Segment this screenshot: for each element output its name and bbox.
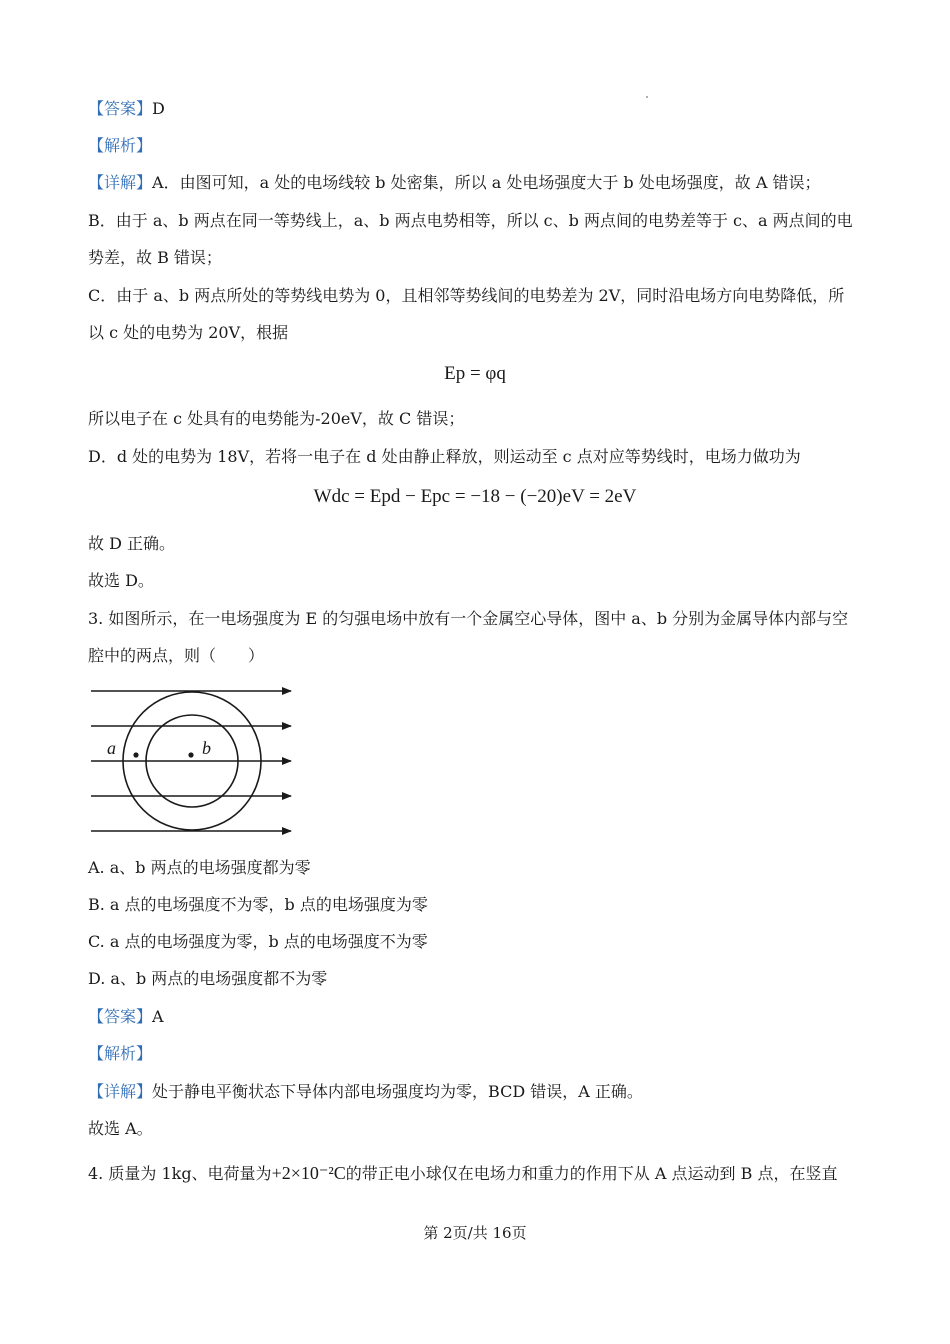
q3-stem-line2: 腔中的两点，则（ ） bbox=[88, 646, 265, 665]
q3-conclusion: 故选 A。 bbox=[88, 1119, 153, 1138]
detail-tag: 【详解】 bbox=[88, 1082, 153, 1101]
q4-stem bbox=[88, 1162, 837, 1185]
formula-potential-energy: Ep = φq bbox=[444, 363, 506, 384]
answer-value: D bbox=[152, 99, 165, 118]
point-b bbox=[188, 752, 193, 757]
label-b: b bbox=[202, 738, 211, 758]
q3-option-d: D. a、b 两点的电场强度都不为零 bbox=[88, 969, 328, 988]
formula-work: Wdc = Epd − Epc = −18 − (−20)eV = 2eV bbox=[313, 486, 637, 507]
q2-detail-d2: 故 D 正确。 bbox=[88, 534, 176, 553]
q4-stem-part1: 4. 质量为 1kg、电荷量为 bbox=[88, 1164, 272, 1183]
answer-tag: 【答案】 bbox=[88, 1007, 153, 1026]
answer-tag: 【答案】 bbox=[88, 99, 153, 118]
field-diagram bbox=[88, 680, 298, 840]
q3-answer-line bbox=[88, 1006, 164, 1028]
q3-option-a: A. a、b 两点的电场强度都为零 bbox=[88, 858, 311, 877]
point-a bbox=[133, 752, 138, 757]
q2-detail-c3: 所以电子在 c 处具有的电势能为-20eV，故 C 错误； bbox=[88, 409, 465, 428]
q2-conclusion: 故选 D。 bbox=[88, 571, 154, 590]
q3-stem-line1: 3. 如图所示，在一电场强度为 E 的匀强电场中放有一个金属空心导体，图中 a、b 分别为金属导体内部与空 bbox=[88, 609, 849, 628]
q2-detail-c1: C．由于 a、b 两点所处的等势线电势为 0，且相邻等势线间的电势差为 2V，同时沿电场方向电势降低，所 bbox=[88, 286, 845, 305]
q3-analysis-tag: 【解析】 bbox=[88, 1044, 153, 1063]
q3-option-c: C. a 点的电场强度为零，b 点的电场强度不为零 bbox=[88, 932, 428, 951]
detail-text-a: A．由图可知，a 处的电场线较 b 处密集，所以 a 处电场强度大于 b 处电场强度，故 A 错误； bbox=[152, 173, 821, 192]
q3-detail bbox=[88, 1081, 643, 1103]
detail-tag: 【详解】 bbox=[88, 173, 153, 192]
q2-detail-b2: 势差，故 B 错误； bbox=[88, 248, 222, 267]
q4-charge: +2×10⁻²C bbox=[271, 1163, 346, 1183]
page-footer: 第 2页/共 16页 bbox=[423, 1224, 527, 1242]
q2-detail-d1: D．d 处的电势为 18V，若将一电子在 d 处由静止释放，则运动至 c 点对应等势线时，电场力做功为 bbox=[88, 447, 801, 466]
q4-stem-part2: 的带正电小球仅在电场力和重力的作用下从 A 点运动到 B 点，在竖直 bbox=[345, 1164, 838, 1183]
detail-text: 处于静电平衡状态下导体内部电场强度均为零，BCD 错误，A 正确。 bbox=[152, 1082, 643, 1101]
q2-detail-b1: B．由于 a、b 两点在同一等势线上，a、b 两点电势相等，所以 c、b 两点间的电势差等于 c、a 两点间的电 bbox=[88, 211, 853, 230]
label-a: a bbox=[107, 738, 116, 758]
q2-detail-a bbox=[88, 172, 820, 194]
q2-detail-c2: 以 c 处的电势为 20V，根据 bbox=[88, 323, 289, 342]
q2-analysis-tag: 【解析】 bbox=[88, 136, 153, 155]
q3-option-b: B. a 点的电场强度不为零，b 点的电场强度为零 bbox=[88, 895, 428, 914]
scan-speck bbox=[646, 96, 648, 98]
q2-answer-line bbox=[88, 98, 165, 120]
answer-value: A bbox=[152, 1007, 164, 1026]
